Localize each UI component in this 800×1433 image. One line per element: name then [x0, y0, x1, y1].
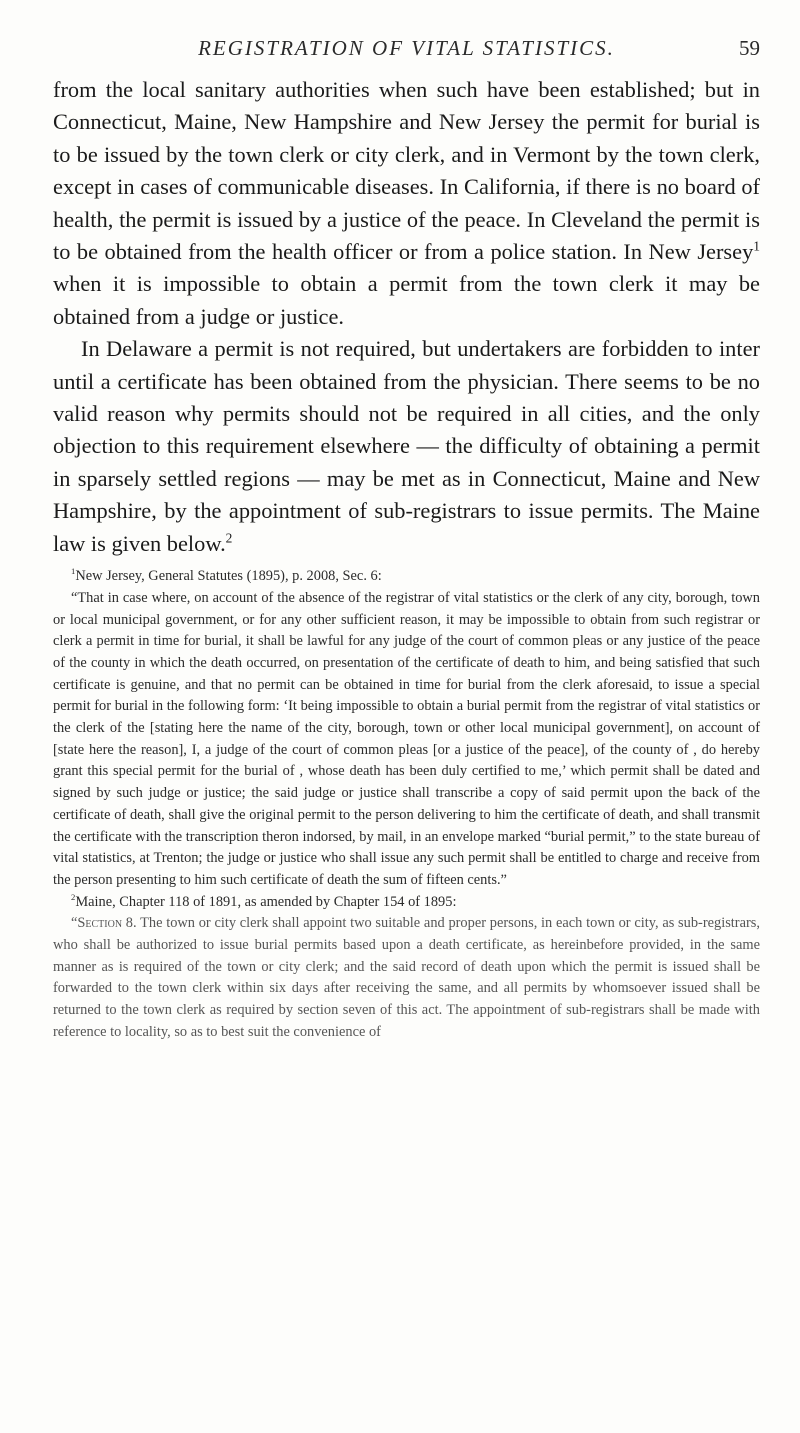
- footnote-1-marker: 1: [71, 566, 76, 577]
- body-text: [53, 74, 760, 560]
- paragraph-2-text: In Delaware a permit is not required, but undertakers are forbidden to inter until a certificate has been obtained from the physician. There seems to be no valid reason why permits should not be required in all cities, and the only objection to this requirement elsewhere — the difficulty of obtaining a permit in sparsely settled regions — may be met as in Connecticut, Maine and New Hampshire, by the appointment of sub-registrars to issue permits. The Maine law is given below.: [53, 336, 760, 556]
- footnotes: [53, 566, 760, 1043]
- page-number: 59: [739, 36, 760, 60]
- footnote-2-quote-text: The town or city clerk shall appoint two suitable and proper persons, in each town or city, as sub-registrars, who shall be authorized to issue burial permits based upon a death certificate, as hereinbefore provided, in the same manner as is required of the town or city clerk; and the said record of death upon which the permit is issued shall be forwarded to the town clerk within six days after receiving the same, and all permits by whomsoever issued shall be returned to the town clerk as required by section seven of this act. The appointment of sub-registrars shall be made with reference to locality, so as to best suit the convenience of: [53, 915, 760, 1040]
- footnote-2-citation: [53, 892, 760, 914]
- footnote-2-marker: 2: [71, 891, 76, 902]
- paragraph-1-text-continued: when it is impossible to obtain a permit from the town clerk it may be obtained from a judge or justice.: [53, 271, 760, 329]
- footnote-1-quote: “That in case where, on account of the absence of the registrar of vital statistics or the clerk of any city, borough, town or local municipal government, or for any other sufficient reason, it may be impossible to obtain from such registrar or clerk a permit in time for burial, it shall be lawful for any judge of the court of common pleas or any justice of the peace of the county in which the death occurred, on presentation of the certificate of death to him, and being satisfied that such certificate is genuine, and that no permit can be obtained in time for burial from the clerk aforesaid, to issue a special permit for burial in the following form: ‘It being impossible to obtain a burial permit from the registrar of vital statistics or the clerk of the [stating here the name of the city, borough, town or other local municipal government], on account of [state here the reason], I, a judge of the court of common pleas [or a justice of the peace], of the county of , do hereby grant this special permit for the burial of , whose death has been duly certified to me,’ which permit shall be dated and signed by such judge or justice; the said judge or justice shall transcribe a copy of said permit upon the back of the certificate of death, shall give the original permit to the person delivering to him the certificate of death, and shall transmit the certificate with the transcription theron indorsed, by mail, in an envelope marked “burial permit,” to the state bureau of vital statistics, at Trenton; the judge or justice who shall issue any such permit shall be entitled to charge and receive from the person presenting to him such certificate of death the sum of fifteen cents.”: [53, 589, 760, 888]
- footnote-ref-2: 2: [225, 530, 233, 546]
- footnote-2-citation-text: Maine, Chapter 118 of 1891, as amended by Chapter 154 of 1895:: [75, 893, 457, 910]
- paragraph-2: [53, 333, 760, 560]
- paragraph-1-text: from the local sanitary authorities when such have been established; but in Connecticut, Maine, New Hampshire and New Jersey the permit for burial is to be issued by the town clerk or city clerk, and in Vermont by the town clerk, except in cases of communicable diseases. In California, if there is no board of health, the permit is issued by a justice of the peace. In Cleveland the permit is to be obtained from the health officer or from a police station. In New Jersey: [53, 77, 760, 265]
- running-title: REGISTRATION OF VITAL STATISTICS.: [198, 36, 615, 60]
- footnote-1-citation: [53, 566, 760, 588]
- running-head: [53, 36, 760, 74]
- footnote-2-quote: [53, 913, 760, 1043]
- book-page: [53, 36, 760, 1044]
- footnote-1-citation-text: New Jersey, General Statutes (1895), p. 2008, Sec. 6:: [75, 568, 382, 585]
- paragraph-1: [53, 74, 760, 333]
- footnote-ref-1: 1: [753, 238, 760, 254]
- footnote-2-section-label: “Section 8.: [71, 915, 137, 932]
